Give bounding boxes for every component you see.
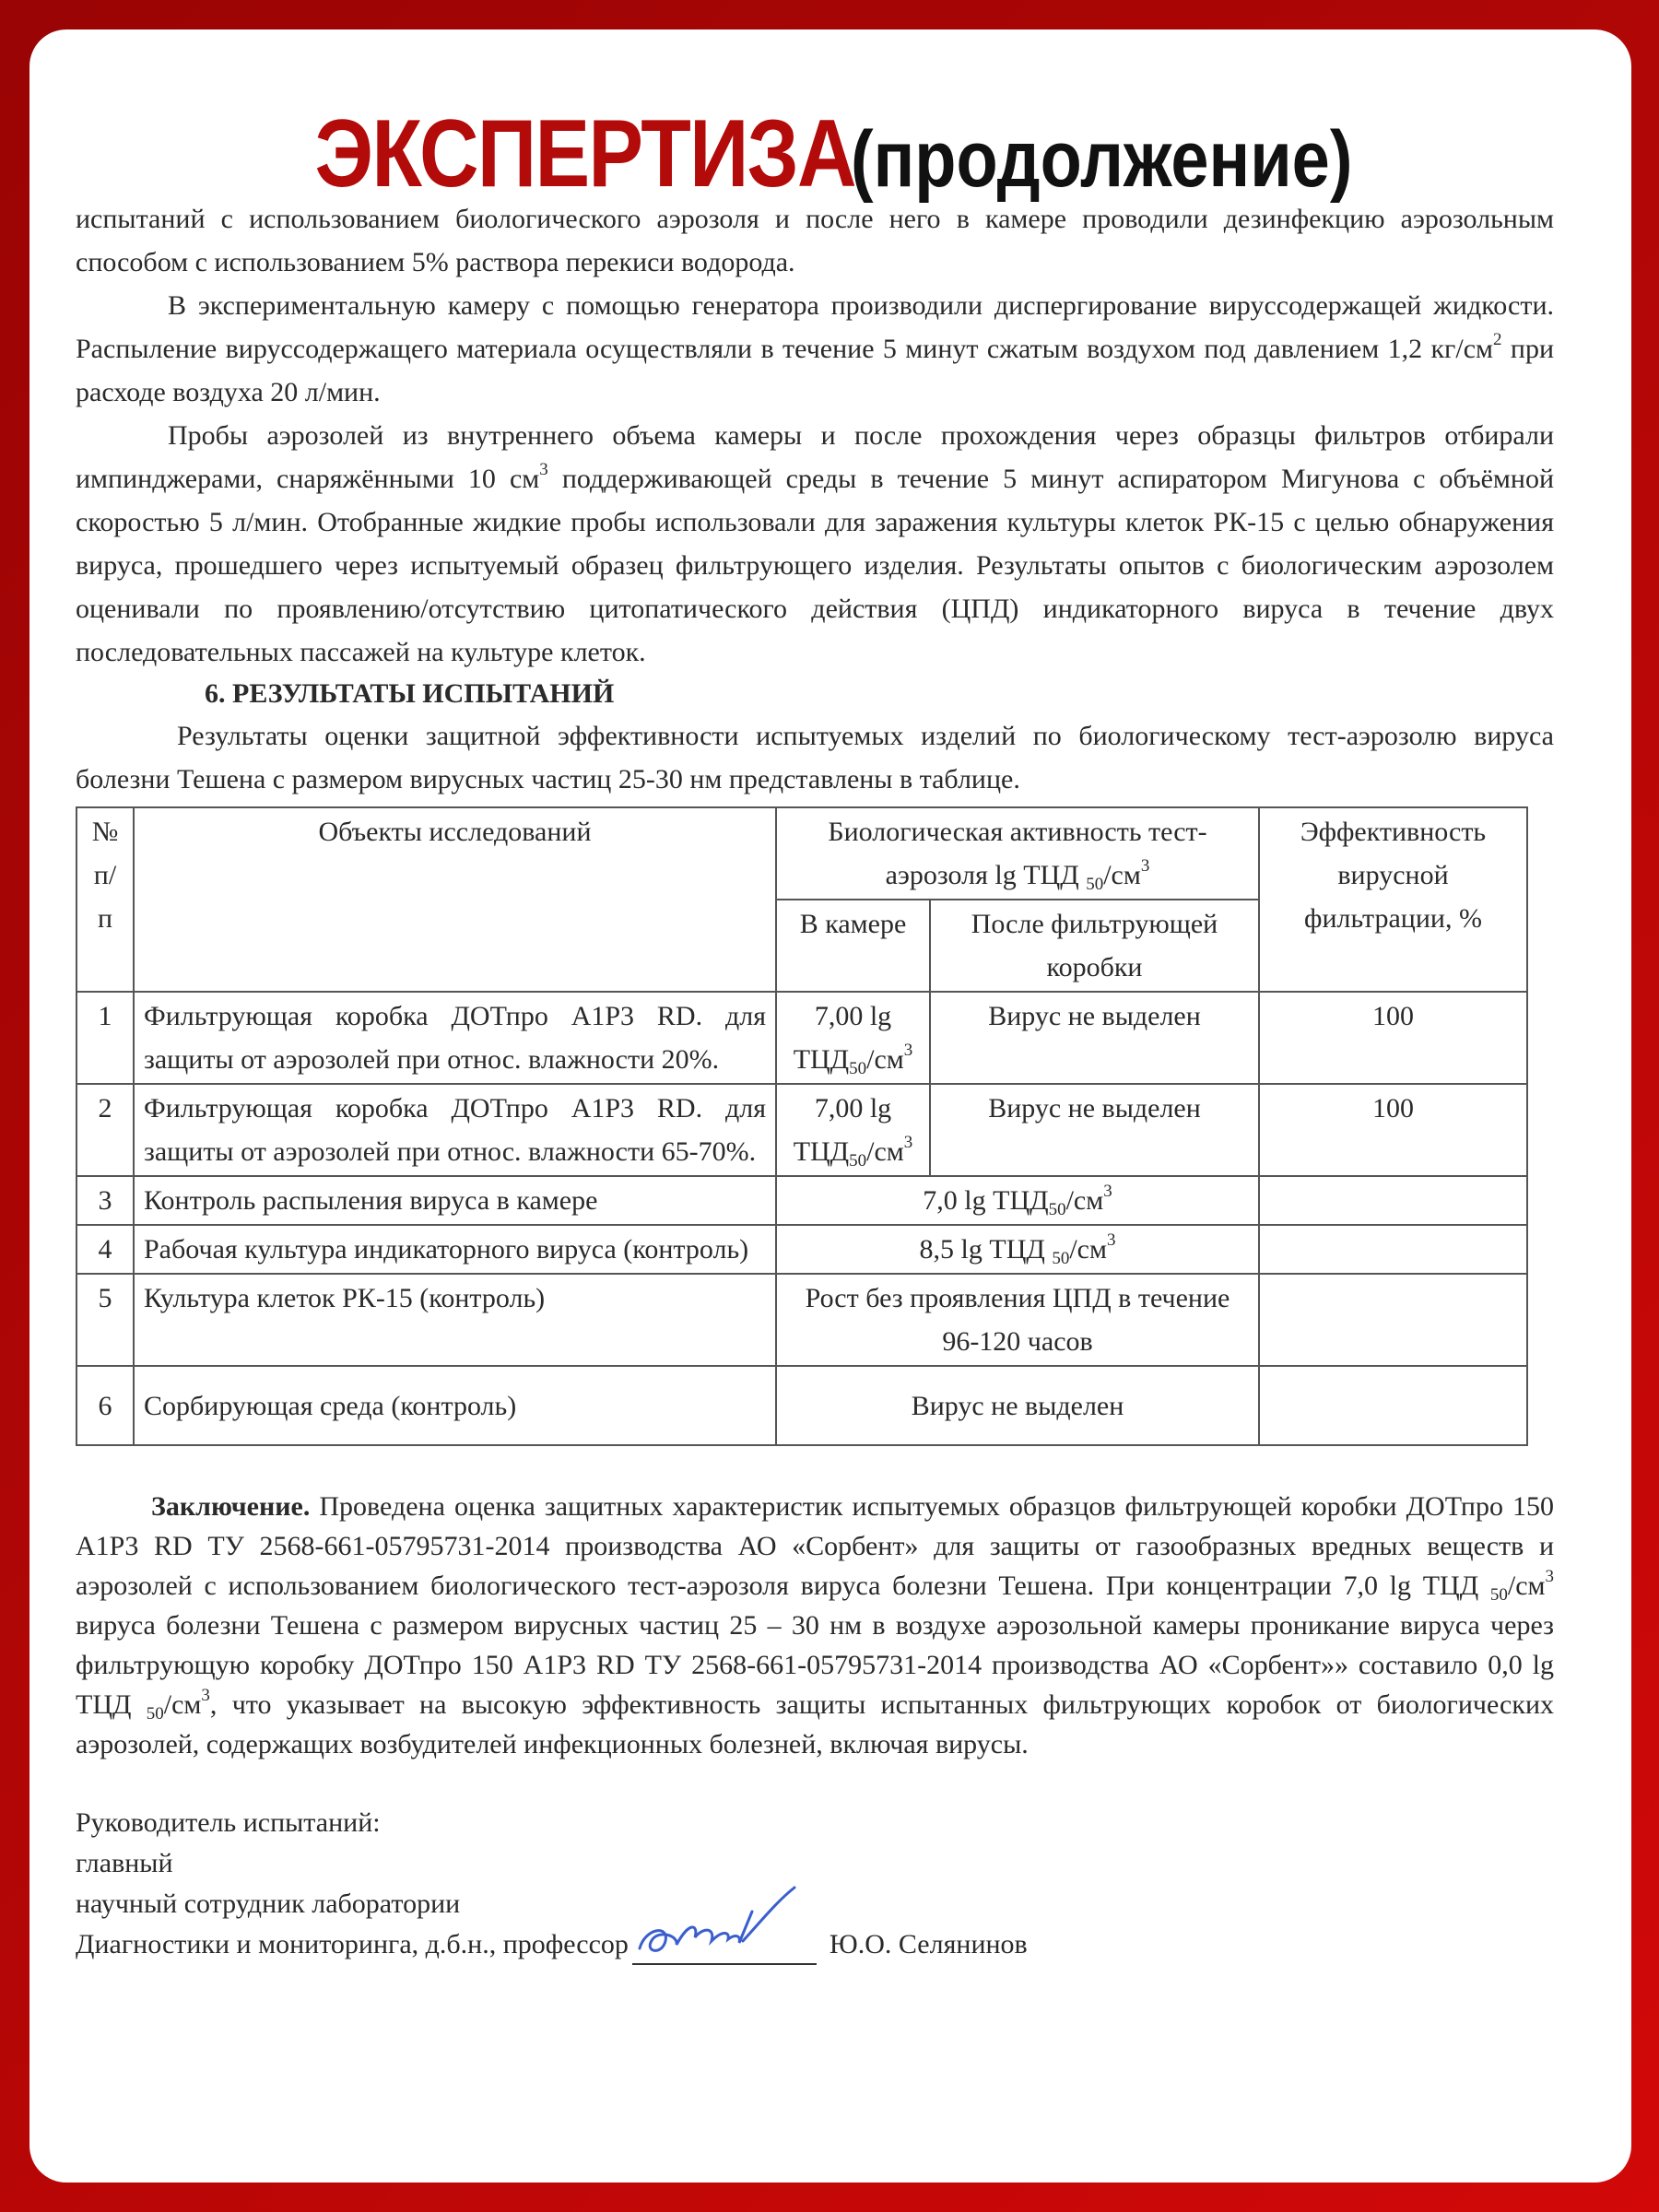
subscript: 50 bbox=[1086, 875, 1104, 894]
text-span: Биологическая активность тест-аэрозоля lg ТЦД bbox=[828, 817, 1207, 890]
header-activity bbox=[776, 807, 1259, 900]
subscript: 50 bbox=[1048, 1200, 1066, 1219]
signature-line-4 bbox=[76, 1924, 1554, 1965]
subscript: 50 bbox=[849, 1059, 867, 1078]
row-activity-merged: Вирус не выделен bbox=[776, 1366, 1259, 1445]
text-span: 7,00 lg ТЦД bbox=[793, 1001, 892, 1075]
document-body bbox=[76, 197, 1554, 1965]
text-span: 7,0 lg ТЦД bbox=[923, 1185, 1049, 1216]
row-activity-merged: Рост без проявления ЦПД в течение 96-120 часов bbox=[776, 1274, 1259, 1366]
text-span: Проведена оценка защитных характеристик испытуемых образцов фильтрующей коробки ДОТпро 150 А1Р3 RD ТУ 2568-661-05795731-2014 производства АО «Сорбент» для защиты от газообразных вредных веществ и аэрозолей с использованием биологического тест-аэрозоля вируса болезни Тешена. При концентрации 7,0 lg ТЦД bbox=[76, 1491, 1554, 1601]
text-span: /см bbox=[1065, 1185, 1104, 1216]
signatory-title: Диагностики и мониторинга, д.б.н., профессор bbox=[76, 1929, 629, 1959]
row-efficiency bbox=[1259, 1225, 1527, 1274]
row-in-chamber bbox=[776, 1084, 930, 1176]
text-span: 8,5 lg ТЦД bbox=[919, 1234, 1053, 1265]
row-after-filter: Вирус не выделен bbox=[930, 992, 1259, 1084]
superscript: 3 bbox=[903, 1133, 913, 1152]
text-span: /см bbox=[866, 1044, 904, 1075]
superscript: 3 bbox=[1106, 1230, 1116, 1250]
row-num: 4 bbox=[76, 1225, 134, 1274]
header-objects: Объекты исследований bbox=[134, 807, 776, 992]
title-main: ЭКСПЕРТИЗА bbox=[314, 100, 856, 207]
row-efficiency: 100 bbox=[1259, 1084, 1527, 1176]
superscript: 3 bbox=[201, 1686, 210, 1705]
header-in-chamber: В камере bbox=[776, 900, 930, 992]
row-object: Фильтрующая коробка ДОТпро А1Р3 RD. для защиты от аэрозолей при относ. влажности 20%. bbox=[134, 992, 776, 1084]
text-span: вируса болезни Тешена с размером вирусных частиц 25 – 30 нм в воздухе аэрозольной камеры проникание вируса через фильтрующую коробку ДОТпро 150 А1Р3 RD ТУ 2568-661-05795731-2014 производства АО «Сорбент»» составило 0,0 lg ТЦД bbox=[76, 1610, 1554, 1720]
row-num: 1 bbox=[76, 992, 134, 1084]
table-row bbox=[76, 992, 1527, 1084]
superscript: 3 bbox=[539, 460, 548, 479]
text-span: В экспериментальную камеру с помощью генератора производили диспергирование вируссодержащей жидкости. Распыление вируссодержащего материала осуществляли в течение 5 минут сжатым воздухом под давлением 1,2 кг/см bbox=[76, 290, 1554, 364]
subscript: 50 bbox=[849, 1151, 867, 1171]
text-span: /см bbox=[866, 1136, 904, 1167]
page-title bbox=[29, 100, 1631, 209]
row-after-filter: Вирус не выделен bbox=[930, 1084, 1259, 1176]
superscript: 3 bbox=[903, 1041, 913, 1060]
intro-paragraph-3 bbox=[76, 414, 1554, 674]
row-efficiency: 100 bbox=[1259, 992, 1527, 1084]
row-object: Сорбирующая среда (контроль) bbox=[134, 1366, 776, 1445]
superscript: 2 bbox=[1493, 330, 1502, 349]
table-row bbox=[76, 1225, 1527, 1274]
row-num: 2 bbox=[76, 1084, 134, 1176]
text-span: /см bbox=[1507, 1571, 1546, 1601]
header-num: № п/п bbox=[76, 807, 134, 992]
results-table bbox=[76, 806, 1528, 1446]
row-efficiency bbox=[1259, 1274, 1527, 1366]
row-num: 5 bbox=[76, 1274, 134, 1366]
text-span: при расходе воздуха 20 л/мин. bbox=[76, 334, 1554, 407]
row-in-chamber bbox=[776, 992, 930, 1084]
superscript: 3 bbox=[1103, 1182, 1112, 1201]
row-object: Фильтрующая коробка ДОТпро А1Р3 RD. для защиты от аэрозолей при относ. влажности 65-70%. bbox=[134, 1084, 776, 1176]
header-efficiency: Эффективность вирусной фильтрации, % bbox=[1259, 807, 1527, 992]
conclusion-paragraph bbox=[76, 1487, 1554, 1764]
title-sub: (продолжение) bbox=[850, 115, 1353, 204]
header-after-filter: После фильтрующей коробки bbox=[930, 900, 1259, 992]
subscript: 50 bbox=[146, 1704, 164, 1724]
text-span: Пробы аэрозолей из внутреннего объема камеры и после прохождения через образцы фильтров отбирали импинджерами, снаряжёнными 10 см bbox=[76, 420, 1554, 494]
row-num: 6 bbox=[76, 1366, 134, 1445]
signature-line-3: научный сотрудник лаборатории bbox=[76, 1888, 461, 1919]
conclusion-label: Заключение. bbox=[151, 1491, 311, 1522]
row-efficiency bbox=[1259, 1366, 1527, 1445]
text-span: 7,00 lg ТЦД bbox=[793, 1093, 892, 1167]
table-row bbox=[76, 1176, 1527, 1225]
signature-line-2: главный bbox=[76, 1848, 173, 1878]
text-span: поддерживающей среды в течение 5 минут аспиратором Мигунова с объёмной скоростью 5 л/мин. Отобранные жидкие пробы использовали для заражения культуры клеток РК-15 с целью обнаружения вируса, прошедшего через испытуемый образец фильтрующего изделия. Результаты опытов с биологическим аэрозолем оценивали по проявлению/отсутствию цитопатического действия (ЦПД) индикаторного вируса в течение двух последовательных пассажей на культуре клеток. bbox=[76, 464, 1554, 667]
table-header-row bbox=[76, 807, 1527, 900]
subscript: 50 bbox=[1052, 1249, 1070, 1268]
signature-line-1: Руководитель испытаний: bbox=[76, 1807, 381, 1838]
table-row bbox=[76, 1084, 1527, 1176]
signature-block bbox=[76, 1803, 1554, 1965]
subscript: 50 bbox=[1489, 1585, 1508, 1605]
text-span: /см bbox=[1069, 1234, 1107, 1265]
table-row bbox=[76, 1366, 1527, 1445]
row-efficiency bbox=[1259, 1176, 1527, 1225]
superscript: 3 bbox=[1140, 856, 1150, 876]
signature-icon bbox=[632, 1936, 817, 1965]
section-heading: 6. РЕЗУЛЬТАТЫ ИСПЫТАНИЙ bbox=[205, 678, 615, 709]
intro-paragraph-2 bbox=[76, 284, 1554, 414]
row-object: Культура клеток РК-15 (контроль) bbox=[134, 1274, 776, 1366]
row-num: 3 bbox=[76, 1176, 134, 1225]
superscript: 3 bbox=[1545, 1567, 1554, 1586]
intro-paragraph-1: испытаний с использованием биологического аэрозоля и после него в камере проводили дезинфекцию аэрозольным способом с использованием 5% раствора перекиси водорода. bbox=[76, 204, 1554, 277]
table-row bbox=[76, 1274, 1527, 1366]
row-activity-merged bbox=[776, 1176, 1259, 1225]
row-activity-merged bbox=[776, 1225, 1259, 1274]
signatory-name: Ю.О. Селянинов bbox=[829, 1929, 1028, 1959]
text-span: , что указывает на высокую эффективность защиты испытанных фильтрующих коробок от биологических аэрозолей, содержащих возбудителей инфекционных болезней, включая вирусы. bbox=[76, 1689, 1554, 1759]
row-object: Рабочая культура индикаторного вируса (контроль) bbox=[134, 1225, 776, 1274]
section-lead: Результаты оценки защитной эффективности испытуемых изделий по биологическому тест-аэрозолю вируса болезни Тешена с размером вирусных частиц 25-30 нм представлены в таблице. bbox=[76, 721, 1554, 794]
row-object: Контроль распыления вируса в камере bbox=[134, 1176, 776, 1225]
text-span: /см bbox=[163, 1689, 202, 1720]
text-span: /см bbox=[1103, 860, 1141, 890]
